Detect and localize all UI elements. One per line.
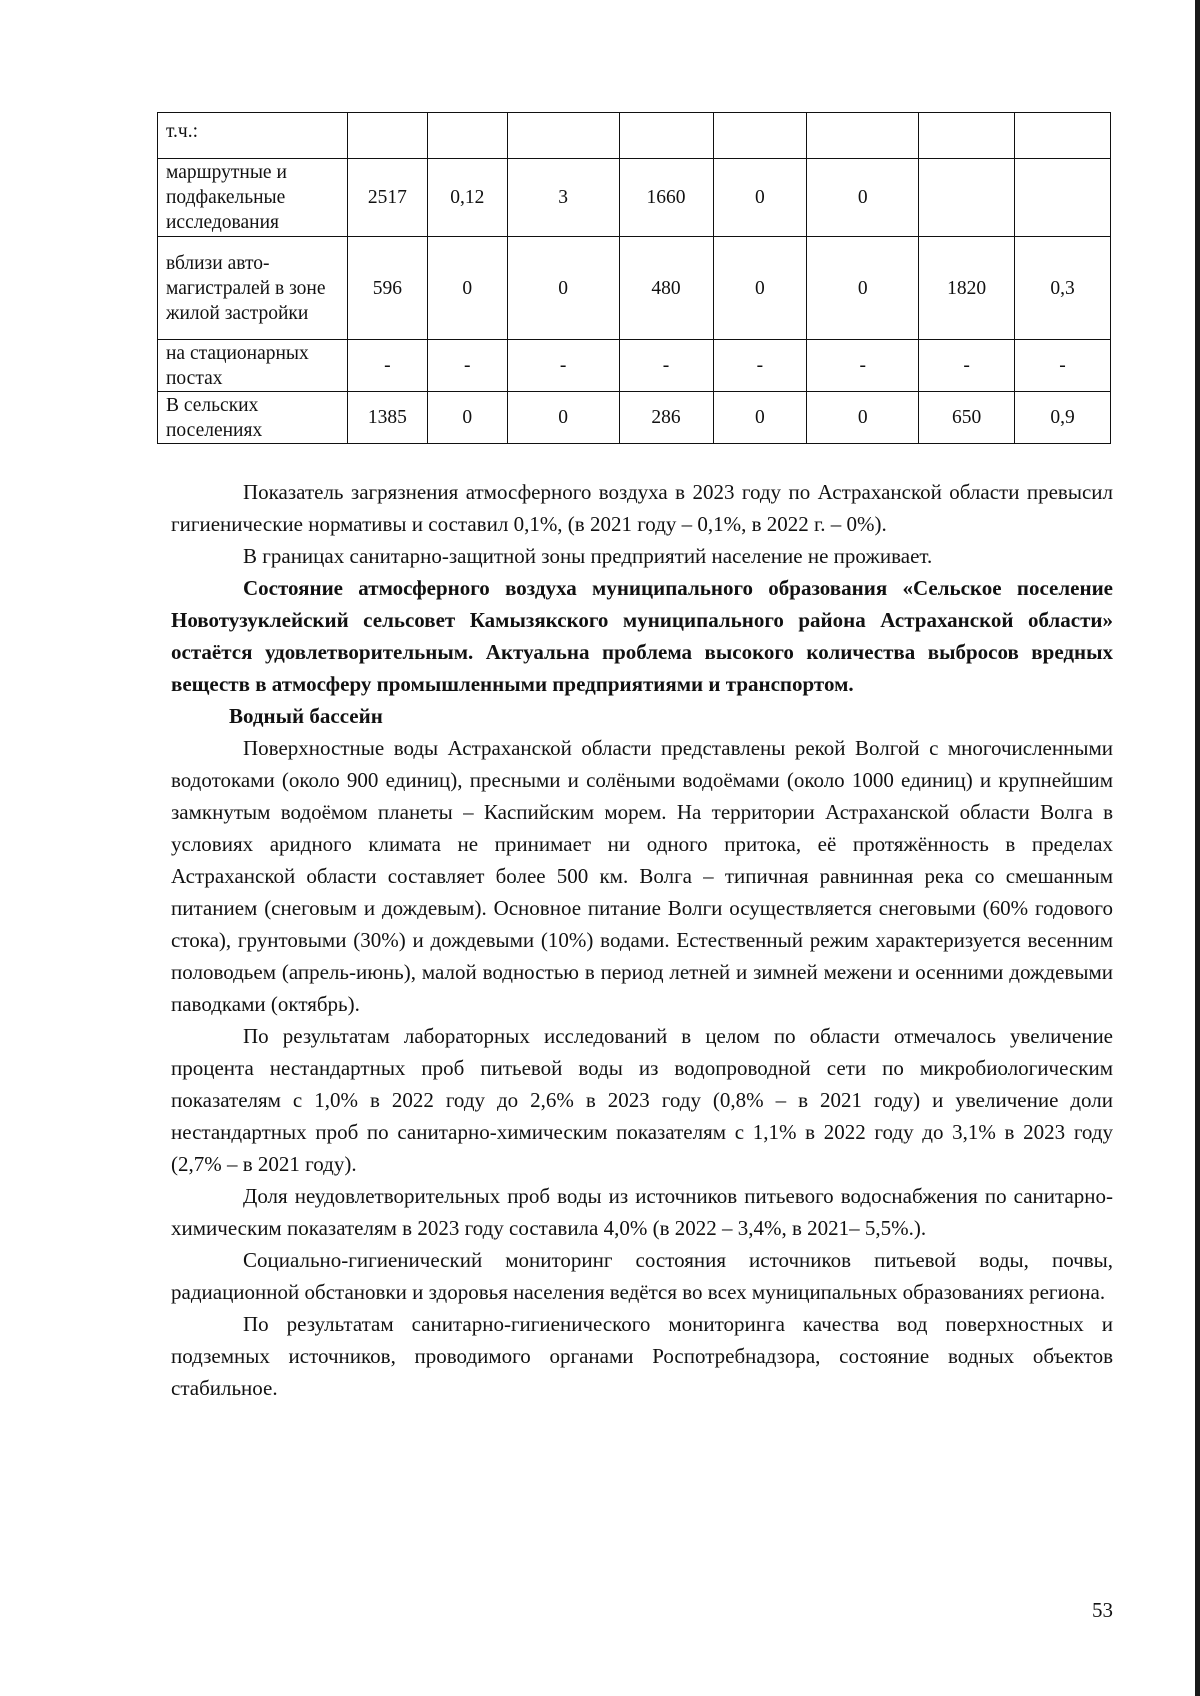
table-cell: 480 bbox=[619, 237, 713, 340]
table-cell bbox=[713, 113, 807, 159]
paragraph-unsatisfactory-samples: Доля неудовлетворительных проб воды из источников питьевого водоснабжения по санитарно-химическим показателям в 2023 году составила 4,0% (в 2022 – 3,4%, в 2021– 5,5%.). bbox=[171, 1184, 1113, 1240]
row-label: т.ч.: bbox=[158, 113, 348, 159]
table-cell: 1385 bbox=[347, 392, 427, 444]
page-edge-rule bbox=[1195, 0, 1200, 1696]
table-cell: 0 bbox=[807, 237, 919, 340]
table-cell: 0 bbox=[427, 237, 507, 340]
table-cell: - bbox=[807, 340, 919, 392]
paragraph-water-objects-state: По результатам санитарно-гигиенического мониторинга качества вод поверхностных и подземных источников, проводимого органами Роспотребнадзора, состояние водных объектов стабильное. bbox=[171, 1312, 1113, 1400]
row-label: В сельских поселениях bbox=[158, 392, 348, 444]
table-cell: 650 bbox=[919, 392, 1015, 444]
table-cell: 0 bbox=[507, 392, 619, 444]
row-label: маршрутные и подфакельные исследования bbox=[158, 159, 348, 237]
table-row bbox=[158, 159, 1111, 237]
table-row bbox=[158, 392, 1111, 444]
monitoring-table bbox=[157, 112, 1111, 444]
row-label: на стационарных постах bbox=[158, 340, 348, 392]
table-cell: - bbox=[919, 340, 1015, 392]
body-text bbox=[171, 476, 1113, 1404]
table-cell: 1820 bbox=[919, 237, 1015, 340]
table-cell: 2517 bbox=[347, 159, 427, 237]
table-cell: 3 bbox=[507, 159, 619, 237]
table-cell bbox=[919, 113, 1015, 159]
table-row bbox=[158, 340, 1111, 392]
page-number: 53 bbox=[1092, 1598, 1113, 1622]
section-heading-water-basin: Водный бассейн bbox=[229, 704, 383, 728]
table-cell: 0,12 bbox=[427, 159, 507, 237]
table-cell bbox=[807, 113, 919, 159]
table-row bbox=[158, 113, 1111, 159]
table-cell: - bbox=[507, 340, 619, 392]
table-cell: 0 bbox=[807, 392, 919, 444]
paragraph-lab-results: По результатам лабораторных исследований в целом по области отмечалось увеличение процента нестандартных проб питьевой воды из водопроводной сети по микробиологическим показателям с 1,0% в 2022 году до 2,6% в 2023 году (0,8% – в 2021 году) и увеличение доли нестандартных проб по санитарно-химическим показателям с 1,1% в 2022 году до 3,1% в 2023 году (2,7% – в 2021 году). bbox=[171, 1024, 1113, 1176]
paragraph-sanitary-zone: В границах санитарно-защитной зоны предприятий население не проживает. bbox=[243, 544, 933, 568]
table-cell bbox=[1015, 159, 1111, 237]
table-cell bbox=[619, 113, 713, 159]
table-cell bbox=[347, 113, 427, 159]
table-cell: - bbox=[1015, 340, 1111, 392]
table-row bbox=[158, 237, 1111, 340]
table-cell bbox=[427, 113, 507, 159]
table-cell: 0 bbox=[807, 159, 919, 237]
paragraph-surface-waters: Поверхностные воды Астраханской области представлены рекой Волгой с многочисленными водотоками (около 900 единиц), пресными и солёными водоёмами (около 1000 единиц) и крупнейшим замкнутым водоёмом планеты – Каспийским морем. На территории Астраханской области Волга в условиях аридного климата не принимает ни одного притока, её протяжённость в пределах Астраханской области составляет более 500 км. Волга – типичная равнинная река со смешанным питанием (снеговым и дождевым). Основное питание Волги осуществляется снеговыми (60% годового стока), грунтовыми (30%) и дождевыми (10%) водами. Естественный режим характеризуется весенним половодьем (апрель-июнь), малой водностью в период летней и зимней межени и осенними дождевыми паводками (октябрь). bbox=[171, 736, 1113, 1016]
table-cell: - bbox=[713, 340, 807, 392]
table-cell: 0 bbox=[427, 392, 507, 444]
table-cell: 596 bbox=[347, 237, 427, 340]
table-cell: 0 bbox=[507, 237, 619, 340]
row-label: вблизи авто-магистралей в зоне жилой застройки bbox=[158, 237, 348, 340]
table-cell: 0 bbox=[713, 237, 807, 340]
table-cell: 0 bbox=[713, 392, 807, 444]
table-cell: - bbox=[619, 340, 713, 392]
table-cell: 0,3 bbox=[1015, 237, 1111, 340]
table-cell bbox=[1015, 113, 1111, 159]
table-cell bbox=[919, 159, 1015, 237]
paragraph-monitoring: Социально-гигиенический мониторинг состояния источников питьевой воды, почвы, радиационной обстановки и здоровья населения ведётся во всех муниципальных образованиях региона. bbox=[171, 1248, 1113, 1304]
paragraph-pollution-indicator: Показатель загрязнения атмосферного воздуха в 2023 году по Астраханской области превысил гигиенические нормативы и составил 0,1%, (в 2021 году – 0,1%, в 2022 г. – 0%). bbox=[171, 480, 1113, 536]
table-cell: - bbox=[347, 340, 427, 392]
table-cell: 0 bbox=[713, 159, 807, 237]
table-cell: 286 bbox=[619, 392, 713, 444]
table-cell: 1660 bbox=[619, 159, 713, 237]
table-cell bbox=[507, 113, 619, 159]
table-cell: 0,9 bbox=[1015, 392, 1111, 444]
table-cell: - bbox=[427, 340, 507, 392]
paragraph-air-state-conclusion: Состояние атмосферного воздуха муниципального образования «Сельское поселение Новотузуклейский сельсовет Камызякского муниципального района Астраханской области» остаётся удовлетворительным. Актуальна проблема высокого количества выбросов вредных веществ в атмосферу промышленными предприятиями и транспортом. bbox=[171, 576, 1113, 696]
